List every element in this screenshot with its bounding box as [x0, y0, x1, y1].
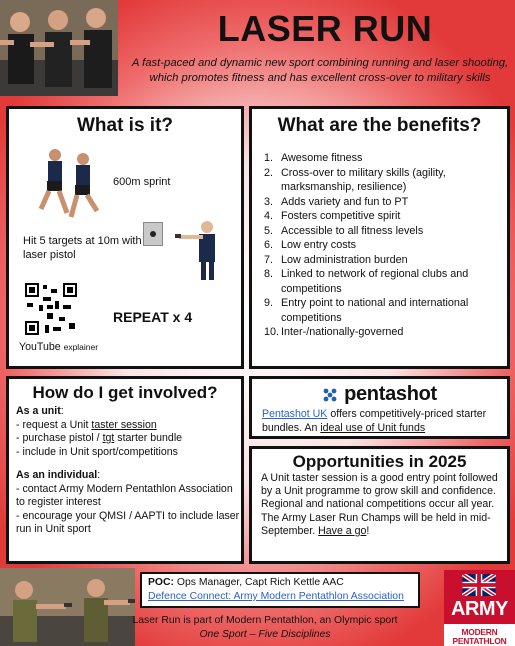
targets-label: Hit 5 targets at 10m with laser pistol — [23, 235, 142, 261]
list-item: 10. Inter-/nationally-governed — [264, 326, 404, 338]
what-heading: What is it? — [76, 115, 174, 136]
unit-section: As a unit: - request a Unit taster session - purchase pistol / tgt starter bundle - include in Unit sport/competitions — [9, 405, 241, 459]
pentashot-text: Pentashot UK offers competitively-priced starter bundles. An ideal use of Unit funds — [262, 408, 487, 434]
opportunities-box — [249, 446, 510, 564]
benefits-heading: What are the benefits? — [277, 115, 482, 136]
what-is-it-box — [6, 106, 244, 369]
list-item: - encourage your QMSI / AAPTI to include laser run in Unit sport — [16, 509, 240, 535]
benefits-box — [249, 106, 510, 369]
list-item: 6. Low entry costs — [264, 239, 357, 251]
list-item: 1. Awesome fitness — [264, 152, 363, 164]
runners-image — [33, 147, 105, 221]
unit-funds-link: ideal use of Unit funds — [320, 421, 426, 434]
involved-heading: How do I get involved? — [32, 383, 218, 402]
poc-box: POC: Ops Manager, Capt Rich Kettle AAC Defence Connect: Army Modern Pentathlon Association — [140, 572, 420, 608]
sprint-label: 600m sprint — [113, 176, 171, 188]
pentashot-logo-icon — [322, 387, 338, 403]
list-item: - contact Army Modern Pentathlon Association to register interest — [16, 482, 233, 508]
pentashot-box — [249, 376, 510, 439]
list-item: 9. Entry point to national and international competitions — [264, 297, 469, 324]
shooter-image — [175, 219, 225, 281]
page-title: LASER RUN — [217, 8, 433, 49]
opportunities-heading: Opportunities in 2025 — [292, 452, 467, 471]
list-item: 2. Cross-over to military skills (agility, marksmanship, resilience) — [264, 166, 446, 193]
footer: Laser Run is part of Modern Pentathlon, an Olympic sport One Sport – Five Disciplines — [132, 615, 398, 640]
youtube-caption: YouTube explainer — [19, 341, 99, 353]
repeat-label: REPEAT x 4 — [113, 309, 193, 325]
list-item: 8. Linked to network of regional clubs and competitions — [264, 268, 469, 295]
youtube-qr-code[interactable] — [23, 281, 79, 337]
list-item: 3. Adds variety and fun to PT — [264, 195, 409, 208]
page-subtitle: A fast-paced and dynamic new sport combining running and laser shooting, which promotes fitness and has excellent cross-over to military skills — [131, 57, 509, 84]
pentashot-link[interactable]: Pentashot UK — [262, 408, 328, 420]
defence-connect-link[interactable]: Defence Connect: Army Modern Pentathlon Association — [148, 591, 404, 602]
athletes-photo-top — [0, 0, 118, 96]
army-modern-pentathlon-logo: ARMY MODERN PENTATHLON — [444, 570, 515, 646]
list-item: - include in Unit sport/competitions — [16, 445, 178, 458]
pentashot-logo: pentashot — [262, 383, 497, 406]
list-item: 7. Low administration burden — [264, 253, 408, 266]
benefits-list — [264, 151, 507, 340]
have-a-go-link: Have a go — [318, 524, 367, 537]
individual-section: As an individual: - contact Army Modern Pentathlon Association to register interest - encourage your QMSI / AAPTI to include laser run in Unit sport — [16, 469, 240, 535]
list-item: 5. Accessible to all fitness levels — [264, 224, 424, 237]
list-item: 4. Fosters competitive spirit — [264, 210, 401, 222]
union-flag-icon — [462, 574, 496, 596]
opportunities-text: A Unit taster session is a good entry point followed by a Unit programme to grow skill and confidence. Regional and national competitions occur all year. The Army Laser Run Champs will be held in mid-September. Have a go! — [261, 472, 498, 537]
get-involved-box — [6, 376, 244, 564]
